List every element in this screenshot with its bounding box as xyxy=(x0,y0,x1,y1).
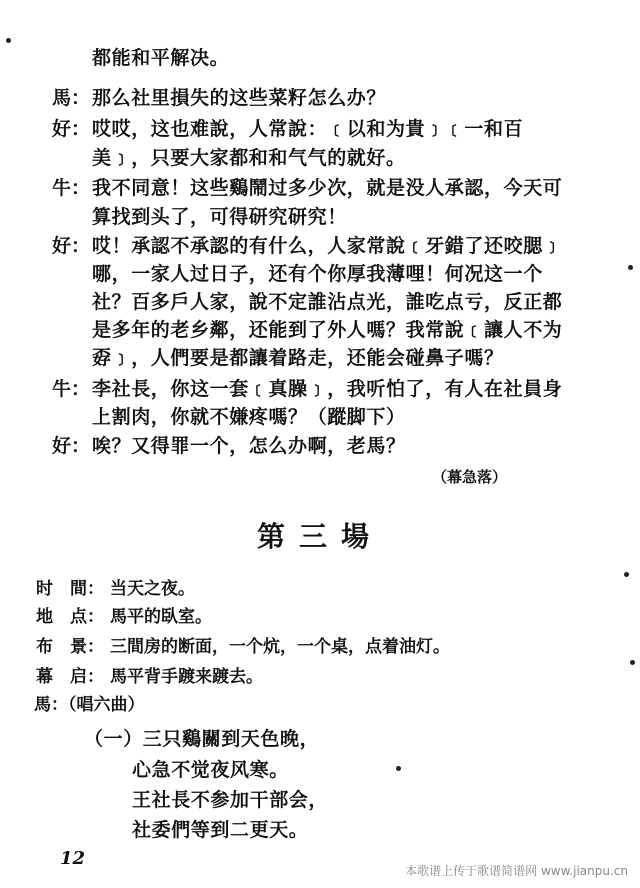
info-value: 当天之夜。 xyxy=(110,579,195,599)
dialogue-line: 我不同意！这些鷄鬧过多少次，就是没人承認，今天可 xyxy=(92,177,563,199)
info-label: 时 間： xyxy=(36,579,104,599)
info-value: 三間房的断面，一个炕，一个桌，点着油灯。 xyxy=(110,637,450,657)
dialogue-line: 哪，一家人过日子，还有个你厚我薄哩！何况这一个 xyxy=(92,263,543,285)
info-label: 地 点： xyxy=(36,607,104,627)
dialogue-line: 是多年的老乡鄰，还能到了外人嗎？我常說﹝讓人不为 xyxy=(92,319,563,341)
watermark: 本歌谱上传于歌谱简谱网 www.jianpu.cn xyxy=(405,864,628,878)
info-value: 馬平的臥室。 xyxy=(110,607,212,627)
dialogue-line: 李社長，你这一套﹝真臊﹞，我听怕了，有人在社員身 xyxy=(92,378,563,400)
dialogue-line: 哎！承認不承認的有什么，人家常說﹝牙錯了还咬腮﹞ xyxy=(92,235,563,257)
scan-speck xyxy=(630,660,635,665)
dialogue-line: 那么社里損失的这些菜籽怎么办？ xyxy=(92,87,387,109)
info-value: 馬平背手踱来踱去。 xyxy=(110,667,263,687)
lyric-line: （一）三只鷄關到天色晚， xyxy=(84,728,320,750)
speaker-label: 好： xyxy=(52,435,91,457)
lyric-line: 社委們等到二更天。 xyxy=(132,819,309,841)
info-label: 布 景： xyxy=(36,637,104,657)
scan-speck xyxy=(624,572,629,577)
scan-speck xyxy=(396,766,401,771)
page-number: 12 xyxy=(60,848,86,869)
dialogue-line: 社？百多戶人家，說不定誰沾点光，誰吃点亏，反正都 xyxy=(92,291,563,313)
speaker-label: 好： xyxy=(52,118,91,140)
dialogue-line: 美﹞，只要大家都和和气气的就好。 xyxy=(92,147,406,169)
speaker-label: 牛： xyxy=(52,378,91,400)
stage-direction: （幕急落） xyxy=(432,468,508,486)
speaker-label: 馬： xyxy=(52,87,91,109)
dialogue-line: 孬﹞，人們要是都讓着路走，还能会碰鼻子嗎？ xyxy=(92,347,504,369)
dialogue-line: 上割肉，你就不嫌疼嗎？（蹤脚下） xyxy=(92,406,406,428)
dialogue-line: 哎哎，这也难說，人常說：﹝以和为貴﹞﹝一和百 xyxy=(92,118,524,140)
scan-speck xyxy=(6,38,11,43)
dialogue-line: 都能和平解决。 xyxy=(92,47,230,69)
dialogue-line: 算找到头了，可得研究研究！ xyxy=(92,206,347,228)
dialogue-line: 唉？又得罪一个，怎么办啊，老馬？ xyxy=(92,435,406,457)
info-label: 幕 启： xyxy=(36,667,104,687)
lyric-line: 心急不觉夜风寒。 xyxy=(132,759,289,781)
speaker-label: 好： xyxy=(52,235,91,257)
lyric-line: 王社長不参加干部会， xyxy=(132,789,329,811)
song-intro: 馬：（唱六曲） xyxy=(34,695,145,715)
scan-speck xyxy=(628,265,633,270)
scene-title: 第三場 xyxy=(256,520,383,553)
speaker-label: 牛： xyxy=(52,177,91,199)
